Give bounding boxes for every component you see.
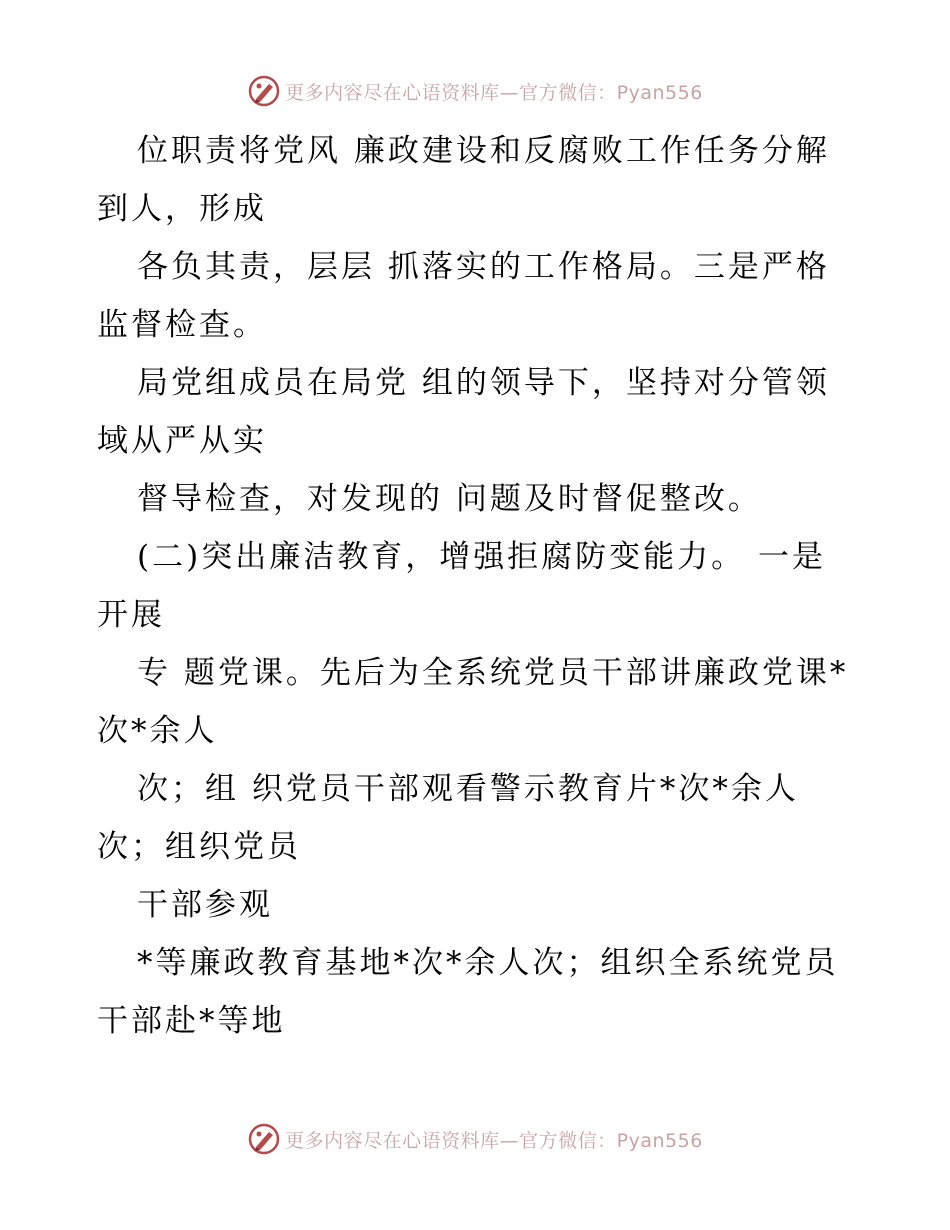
text-line: 到人，形成 <box>97 191 267 227</box>
footer-watermark <box>0 1119 950 1159</box>
text-line: 次；组织党员 <box>97 829 301 865</box>
text-line: (二)突出廉洁教育，增强拒腐防变能力。 一是 <box>137 539 827 575</box>
text-line: 次*余人 <box>97 713 218 749</box>
red-pen-logo-icon <box>247 74 281 108</box>
watermark-text: 更多内容尽在心语资料库—官方微信：Pyan556 <box>285 1129 703 1152</box>
red-pen-logo-icon <box>247 1122 281 1156</box>
text-line: 干部参观 <box>137 887 273 923</box>
text-line: 局党组成员在局党 组的领导下，坚持对分管领 <box>137 365 830 401</box>
text-line: 督导检查，对发现的 问题及时督促整改。 <box>137 481 762 517</box>
text-line: 次；组 织党员干部观看警示教育片*次*余人 <box>137 771 799 807</box>
text-line: 各负其责，层层 抓落实的工作格局。三是严格 <box>137 249 830 285</box>
text-line: 专 题党课。先后为全系统党员干部讲廉政党课* <box>137 655 849 691</box>
watermark-text: 更多内容尽在心语资料库—官方微信：Pyan556 <box>285 81 703 104</box>
text-line: 监督检查。 <box>97 307 267 343</box>
document-body <box>97 122 857 1050</box>
text-line: *等廉政教育基地*次*余人次；组织全系统党员 <box>137 945 839 981</box>
text-line: 干部赴*等地 <box>97 1003 286 1039</box>
header-watermark <box>0 71 950 111</box>
text-line: 位职责将党风 廉政建设和反腐败工作任务分解 <box>137 133 830 169</box>
text-line: 开展 <box>97 597 165 633</box>
text-line: 域从严从实 <box>97 423 267 459</box>
